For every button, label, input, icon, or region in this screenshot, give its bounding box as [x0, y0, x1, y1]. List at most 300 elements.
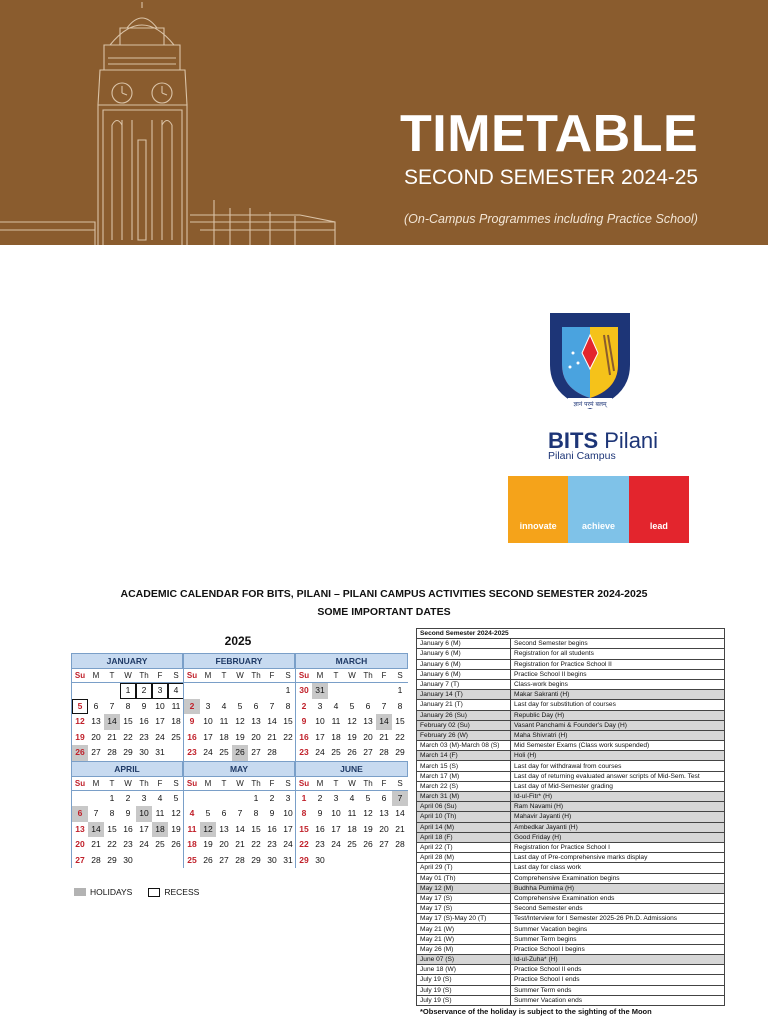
- day-cell: 27: [363, 747, 373, 757]
- day-cell: 19: [363, 823, 373, 834]
- day-cell: 9: [141, 700, 147, 711]
- event-cell: Comprehensive Examination begins: [511, 873, 725, 883]
- day-cell: 27: [251, 747, 261, 757]
- bits-emblem-logo: [540, 305, 640, 415]
- table-row: [417, 720, 725, 730]
- date-cell: March 15 (S): [417, 761, 511, 771]
- day-cell: 7: [237, 808, 243, 818]
- empty-cell: [232, 683, 248, 699]
- day-cell: 11: [155, 808, 165, 818]
- date-cell: January 14 (T): [417, 690, 511, 700]
- month-name: FEBRUARY: [184, 653, 295, 669]
- date-cell: February 02 (Su): [417, 720, 511, 730]
- month-name: APRIL: [72, 761, 183, 777]
- day-cell: 16: [315, 823, 325, 834]
- empty-cell: [184, 683, 200, 699]
- table-row: [417, 751, 725, 761]
- day-cell: 27: [75, 854, 85, 865]
- day-cell: 13: [251, 716, 261, 726]
- empty-cell: [88, 683, 104, 699]
- day-cell: 10: [315, 716, 325, 726]
- day-cell: 28: [379, 747, 389, 757]
- weekday-header: Su: [184, 669, 200, 683]
- table-row: [417, 802, 725, 812]
- table-row: [417, 975, 725, 985]
- date-cell: May 21 (W): [417, 924, 511, 934]
- day-cell: 17: [203, 731, 213, 742]
- table-row: [417, 883, 725, 893]
- day-cell: 26: [171, 839, 181, 849]
- date-cell: March 14 (F): [417, 751, 511, 761]
- day-cell: 1: [285, 685, 291, 695]
- day-cell: 22: [299, 839, 309, 849]
- date-cell: April 06 (Su): [417, 802, 511, 812]
- day-cell: 23: [123, 839, 133, 849]
- empty-cell: [200, 791, 216, 807]
- table-row: [417, 914, 725, 924]
- table-row: [417, 669, 725, 679]
- event-cell: Test/Interview for I Semester 2025-26 Ph.D. Admissions: [511, 914, 725, 924]
- event-cell: Summer Term ends: [511, 985, 725, 995]
- empty-cell: [136, 853, 152, 869]
- day-cell: 26: [347, 747, 357, 757]
- event-cell: Second Semester begins: [511, 639, 725, 649]
- empty-cell: [72, 683, 88, 699]
- day-cell: 6: [72, 806, 88, 822]
- day-cell: 14: [267, 716, 277, 726]
- day-cell: 15: [251, 823, 261, 834]
- day-cell: 1: [120, 683, 136, 699]
- empty-cell: [88, 791, 104, 807]
- date-cell: July 19 (S): [417, 975, 511, 985]
- date-cell: April 29 (T): [417, 863, 511, 873]
- tag-innovate: [508, 476, 568, 543]
- day-cell: 5: [349, 700, 355, 711]
- table-row: [417, 679, 725, 689]
- day-cell: 24: [139, 839, 149, 849]
- day-cell: 17: [331, 823, 341, 834]
- month-april: [71, 761, 183, 869]
- table-row: [417, 659, 725, 669]
- day-cell: 17: [155, 716, 165, 726]
- day-cell: 12: [347, 716, 357, 726]
- weekday-header: W: [120, 777, 136, 791]
- empty-cell: [392, 853, 408, 869]
- empty-cell: [184, 791, 200, 807]
- day-cell: 10: [155, 700, 165, 711]
- weekday-header: S: [168, 777, 184, 791]
- date-cell: January 6 (M): [417, 659, 511, 669]
- day-cell: 19: [235, 731, 245, 742]
- event-cell: Practice School I ends: [511, 975, 725, 985]
- date-cell: June 07 (S): [417, 955, 511, 965]
- day-cell: 29: [251, 854, 261, 865]
- day-cell: 30: [139, 747, 149, 757]
- weekday-header: Th: [136, 669, 152, 683]
- day-cell: 19: [347, 731, 357, 742]
- event-cell: Republic Day (H): [511, 710, 725, 720]
- day-cell: 18: [187, 839, 197, 849]
- date-cell: May 17 (S): [417, 893, 511, 903]
- day-cell: 3: [285, 792, 291, 803]
- day-cell: 4: [221, 700, 227, 711]
- day-cell: 7: [381, 700, 387, 711]
- weekday-header: M: [312, 669, 328, 683]
- event-cell: Registration for Practice School I: [511, 842, 725, 852]
- date-cell: May 21 (W): [417, 934, 511, 944]
- table-row: [417, 924, 725, 934]
- emblem-motto: ज्ञानं परमं बलम्: [573, 401, 607, 408]
- day-cell: 24: [203, 747, 213, 757]
- table-row: [417, 741, 725, 751]
- table-row: [417, 761, 725, 771]
- empty-cell: [328, 853, 344, 869]
- day-cell: 30: [299, 685, 309, 695]
- event-cell: Practice School II ends: [511, 965, 725, 975]
- empty-cell: [344, 683, 360, 699]
- event-cell: Vasant Panchami & Founder's Day (H): [511, 720, 725, 730]
- weekday-header: T: [104, 777, 120, 791]
- weekday-header: S: [392, 669, 408, 683]
- day-cell: 5: [365, 792, 371, 803]
- important-dates-table: [416, 628, 725, 1006]
- empty-cell: [344, 853, 360, 869]
- day-cell: 20: [219, 839, 229, 849]
- month-june: [295, 761, 408, 869]
- date-cell: May 01 (Th): [417, 873, 511, 883]
- weekday-header: S: [392, 777, 408, 791]
- event-cell: Id-ul-Fitr* (H): [511, 792, 725, 802]
- day-cell: 24: [155, 731, 165, 742]
- weekday-header: Su: [72, 777, 88, 791]
- day-cell: 7: [269, 700, 275, 711]
- weekday-header: M: [200, 777, 216, 791]
- day-cell: 2: [136, 683, 152, 699]
- table-row: [417, 873, 725, 883]
- day-cell: 14: [235, 823, 245, 834]
- day-cell: 4: [168, 683, 184, 699]
- weekday-header: F: [376, 777, 392, 791]
- event-cell: Practice School II begins: [511, 669, 725, 679]
- day-cell: 2: [317, 792, 323, 803]
- day-cell: 9: [269, 808, 275, 818]
- weekday-header: W: [232, 669, 248, 683]
- month-name: JUNE: [296, 761, 408, 777]
- day-cell: 31: [155, 747, 165, 757]
- day-cell: 14: [395, 808, 405, 818]
- day-cell: 23: [299, 747, 309, 757]
- day-cell: 21: [235, 839, 245, 849]
- event-cell: Mahavir Jayanti (H): [511, 812, 725, 822]
- day-cell: 1: [109, 792, 115, 803]
- day-cell: 22: [123, 731, 133, 742]
- day-cell: 15: [283, 716, 293, 726]
- day-cell: 29: [107, 854, 117, 865]
- weekday-header: M: [88, 777, 104, 791]
- weekday-header: Su: [296, 777, 312, 791]
- day-cell: 19: [75, 731, 85, 742]
- day-cell: 13: [219, 823, 229, 834]
- day-cell: 19: [171, 823, 181, 834]
- table-header: Second Semester 2024-2025: [417, 629, 725, 639]
- day-cell: 13: [75, 823, 85, 834]
- date-cell: January 7 (T): [417, 679, 511, 689]
- day-cell: 11: [347, 808, 357, 818]
- day-cell: 30: [123, 854, 133, 865]
- day-cell: 6: [365, 700, 371, 711]
- day-cell: 12: [235, 716, 245, 726]
- weekday-header: S: [280, 669, 296, 683]
- day-cell: 11: [331, 716, 341, 726]
- semester-subtitle: SECOND SEMESTER 2024-25: [404, 166, 699, 189]
- day-cell: 10: [136, 806, 152, 822]
- table-row: [417, 944, 725, 954]
- date-cell: January 26 (Su): [417, 710, 511, 720]
- event-cell: Id-ul-Zuha* (H): [511, 955, 725, 965]
- brand-light: Pilani: [604, 428, 659, 453]
- day-cell: 28: [107, 747, 117, 757]
- day-cell: 3: [141, 792, 147, 803]
- day-cell: 10: [203, 716, 213, 726]
- day-cell: 12: [171, 808, 181, 818]
- empty-cell: [168, 853, 184, 869]
- table-row: [417, 700, 725, 710]
- day-cell: 8: [253, 808, 259, 818]
- important-dates-heading: SOME IMPORTANT DATES: [317, 606, 451, 618]
- day-cell: 13: [91, 716, 101, 726]
- tag-lead-label: lead: [649, 521, 668, 531]
- weekday-header: F: [376, 669, 392, 683]
- day-cell: 8: [397, 700, 403, 711]
- day-cell: 29: [123, 747, 133, 757]
- day-cell: 2: [184, 699, 200, 715]
- day-cell: 6: [381, 792, 387, 803]
- day-cell: 28: [267, 747, 277, 757]
- calendar-legend: [74, 887, 199, 897]
- empty-cell: [72, 791, 88, 807]
- month-february: [183, 653, 295, 761]
- weekday-header: T: [328, 777, 344, 791]
- event-cell: Summer Vacation begins: [511, 924, 725, 934]
- empty-cell: [328, 683, 344, 699]
- day-cell: 26: [72, 745, 88, 761]
- day-cell: 4: [349, 792, 355, 803]
- date-cell: January 6 (M): [417, 669, 511, 679]
- day-cell: 23: [139, 731, 149, 742]
- day-cell: 3: [317, 700, 323, 711]
- day-cell: 25: [347, 839, 357, 849]
- weekday-header: F: [264, 669, 280, 683]
- day-cell: 3: [205, 700, 211, 711]
- date-cell: May 26 (M): [417, 944, 511, 954]
- month-row: [71, 761, 408, 869]
- weekday-header: Th: [360, 777, 376, 791]
- day-cell: 13: [363, 716, 373, 726]
- day-cell: 16: [139, 716, 149, 726]
- day-cell: 19: [203, 839, 213, 849]
- day-cell: 15: [395, 716, 405, 726]
- empty-cell: [376, 683, 392, 699]
- month-january: [71, 653, 183, 761]
- event-cell: Ram Navami (H): [511, 802, 725, 812]
- event-cell: Last day of Pre-comprehensive marks display: [511, 853, 725, 863]
- weekday-header: Th: [136, 777, 152, 791]
- table-row: [417, 710, 725, 720]
- day-cell: 5: [173, 792, 179, 803]
- empty-cell: [104, 683, 120, 699]
- date-cell: April 28 (M): [417, 853, 511, 863]
- table-row: [417, 781, 725, 791]
- empty-cell: [376, 853, 392, 869]
- day-cell: 18: [171, 716, 181, 726]
- day-cell: 17: [283, 823, 293, 834]
- weekday-header: M: [312, 777, 328, 791]
- event-cell: Registration for Practice School II: [511, 659, 725, 669]
- day-cell: 10: [331, 808, 341, 818]
- event-cell: Class-work begins: [511, 679, 725, 689]
- table-row: [417, 812, 725, 822]
- event-cell: Summer Vacation ends: [511, 995, 725, 1005]
- day-cell: 23: [315, 839, 325, 849]
- event-cell: Holi (H): [511, 751, 725, 761]
- legend-recess: RECESS: [164, 887, 200, 897]
- day-cell: 25: [331, 747, 341, 757]
- day-cell: 17: [139, 823, 149, 834]
- day-cell: 8: [125, 700, 131, 711]
- day-cell: 28: [395, 839, 405, 849]
- empty-cell: [232, 791, 248, 807]
- day-cell: 8: [301, 808, 307, 818]
- day-cell: 26: [203, 854, 213, 865]
- table-row: [417, 904, 725, 914]
- date-cell: January 6 (M): [417, 649, 511, 659]
- day-cell: 7: [109, 700, 115, 711]
- day-cell: 1: [253, 792, 259, 803]
- day-cell: 22: [107, 839, 117, 849]
- month-row: [71, 653, 408, 761]
- day-cell: 24: [283, 839, 293, 849]
- page-title: TIMETABLE: [400, 105, 699, 163]
- holiday-swatch: [74, 888, 86, 896]
- day-cell: 15: [107, 823, 117, 834]
- empty-cell: [152, 853, 168, 869]
- day-cell: 16: [267, 823, 277, 834]
- table-row: [417, 771, 725, 781]
- event-cell: Last day of Mid-Semester grading: [511, 781, 725, 791]
- empty-cell: [248, 683, 264, 699]
- event-cell: Good Friday (H): [511, 832, 725, 842]
- empty-cell: [216, 791, 232, 807]
- table-header-row: [417, 629, 725, 639]
- month-march: [295, 653, 408, 761]
- day-cell: 8: [109, 808, 115, 818]
- day-cell: 29: [395, 747, 405, 757]
- day-cell: 31: [312, 683, 328, 699]
- tag-achieve: [568, 476, 628, 543]
- day-cell: 27: [379, 839, 389, 849]
- weekday-header: W: [344, 777, 360, 791]
- table-row: [417, 792, 725, 802]
- date-cell: July 19 (S): [417, 995, 511, 1005]
- date-cell: March 03 (M)-March 08 (S): [417, 741, 511, 751]
- day-cell: 2: [269, 792, 275, 803]
- day-cell: 2: [301, 700, 307, 711]
- day-cell: 23: [187, 747, 197, 757]
- weekday-header: T: [104, 669, 120, 683]
- day-cell: 1: [301, 792, 307, 803]
- empty-cell: [360, 853, 376, 869]
- weekday-header: Th: [248, 777, 264, 791]
- day-cell: 21: [267, 731, 277, 742]
- event-cell: Summer Term begins: [511, 934, 725, 944]
- date-cell: April 18 (F): [417, 832, 511, 842]
- day-cell: 11: [187, 823, 197, 834]
- table-row: [417, 995, 725, 1005]
- day-cell: 6: [253, 700, 259, 711]
- day-cell: 27: [91, 747, 101, 757]
- event-cell: Comprehensive Examination ends: [511, 893, 725, 903]
- event-cell: Last day for withdrawal from courses: [511, 761, 725, 771]
- table-row: [417, 965, 725, 975]
- date-cell: May 17 (S)-May 20 (T): [417, 914, 511, 924]
- day-cell: 14: [88, 822, 104, 838]
- month-name: JANUARY: [72, 653, 183, 669]
- weekday-header: T: [216, 777, 232, 791]
- day-cell: 25: [187, 854, 197, 865]
- table-row: [417, 934, 725, 944]
- day-cell: 2: [125, 792, 131, 803]
- weekday-header: T: [328, 669, 344, 683]
- date-cell: March 31 (M): [417, 792, 511, 802]
- table-row: [417, 690, 725, 700]
- day-cell: 16: [123, 823, 133, 834]
- event-cell: Ambedkar Jayanti (H): [511, 822, 725, 832]
- day-cell: 4: [189, 808, 195, 818]
- day-cell: 13: [379, 808, 389, 818]
- day-cell: 15: [299, 823, 309, 834]
- table-row: [417, 985, 725, 995]
- empty-cell: [168, 745, 184, 761]
- date-cell: March 17 (M): [417, 771, 511, 781]
- table-row: [417, 863, 725, 873]
- date-cell: June 18 (W): [417, 965, 511, 975]
- weekday-header: Su: [184, 777, 200, 791]
- day-cell: 26: [363, 839, 373, 849]
- day-cell: 22: [251, 839, 261, 849]
- day-cell: 17: [315, 731, 325, 742]
- day-cell: 20: [379, 823, 389, 834]
- day-cell: 15: [123, 716, 133, 726]
- month-name: MAY: [184, 761, 295, 777]
- day-cell: 30: [315, 854, 325, 865]
- event-cell: Budhha Purnima (H): [511, 883, 725, 893]
- weekday-header: F: [264, 777, 280, 791]
- weekday-header: F: [152, 669, 168, 683]
- month-name: MARCH: [296, 653, 408, 669]
- tag-lead: [629, 476, 689, 543]
- weekday-header: W: [232, 777, 248, 791]
- day-cell: 7: [392, 791, 408, 807]
- date-cell: March 22 (S): [417, 781, 511, 791]
- event-cell: Registration for all students: [511, 649, 725, 659]
- day-cell: 11: [171, 700, 181, 711]
- day-cell: 4: [333, 700, 339, 711]
- weekday-header: M: [88, 669, 104, 683]
- day-cell: 5: [205, 808, 211, 818]
- day-cell: 18: [331, 731, 341, 742]
- weekday-header: S: [168, 669, 184, 683]
- recess-swatch: [148, 888, 160, 897]
